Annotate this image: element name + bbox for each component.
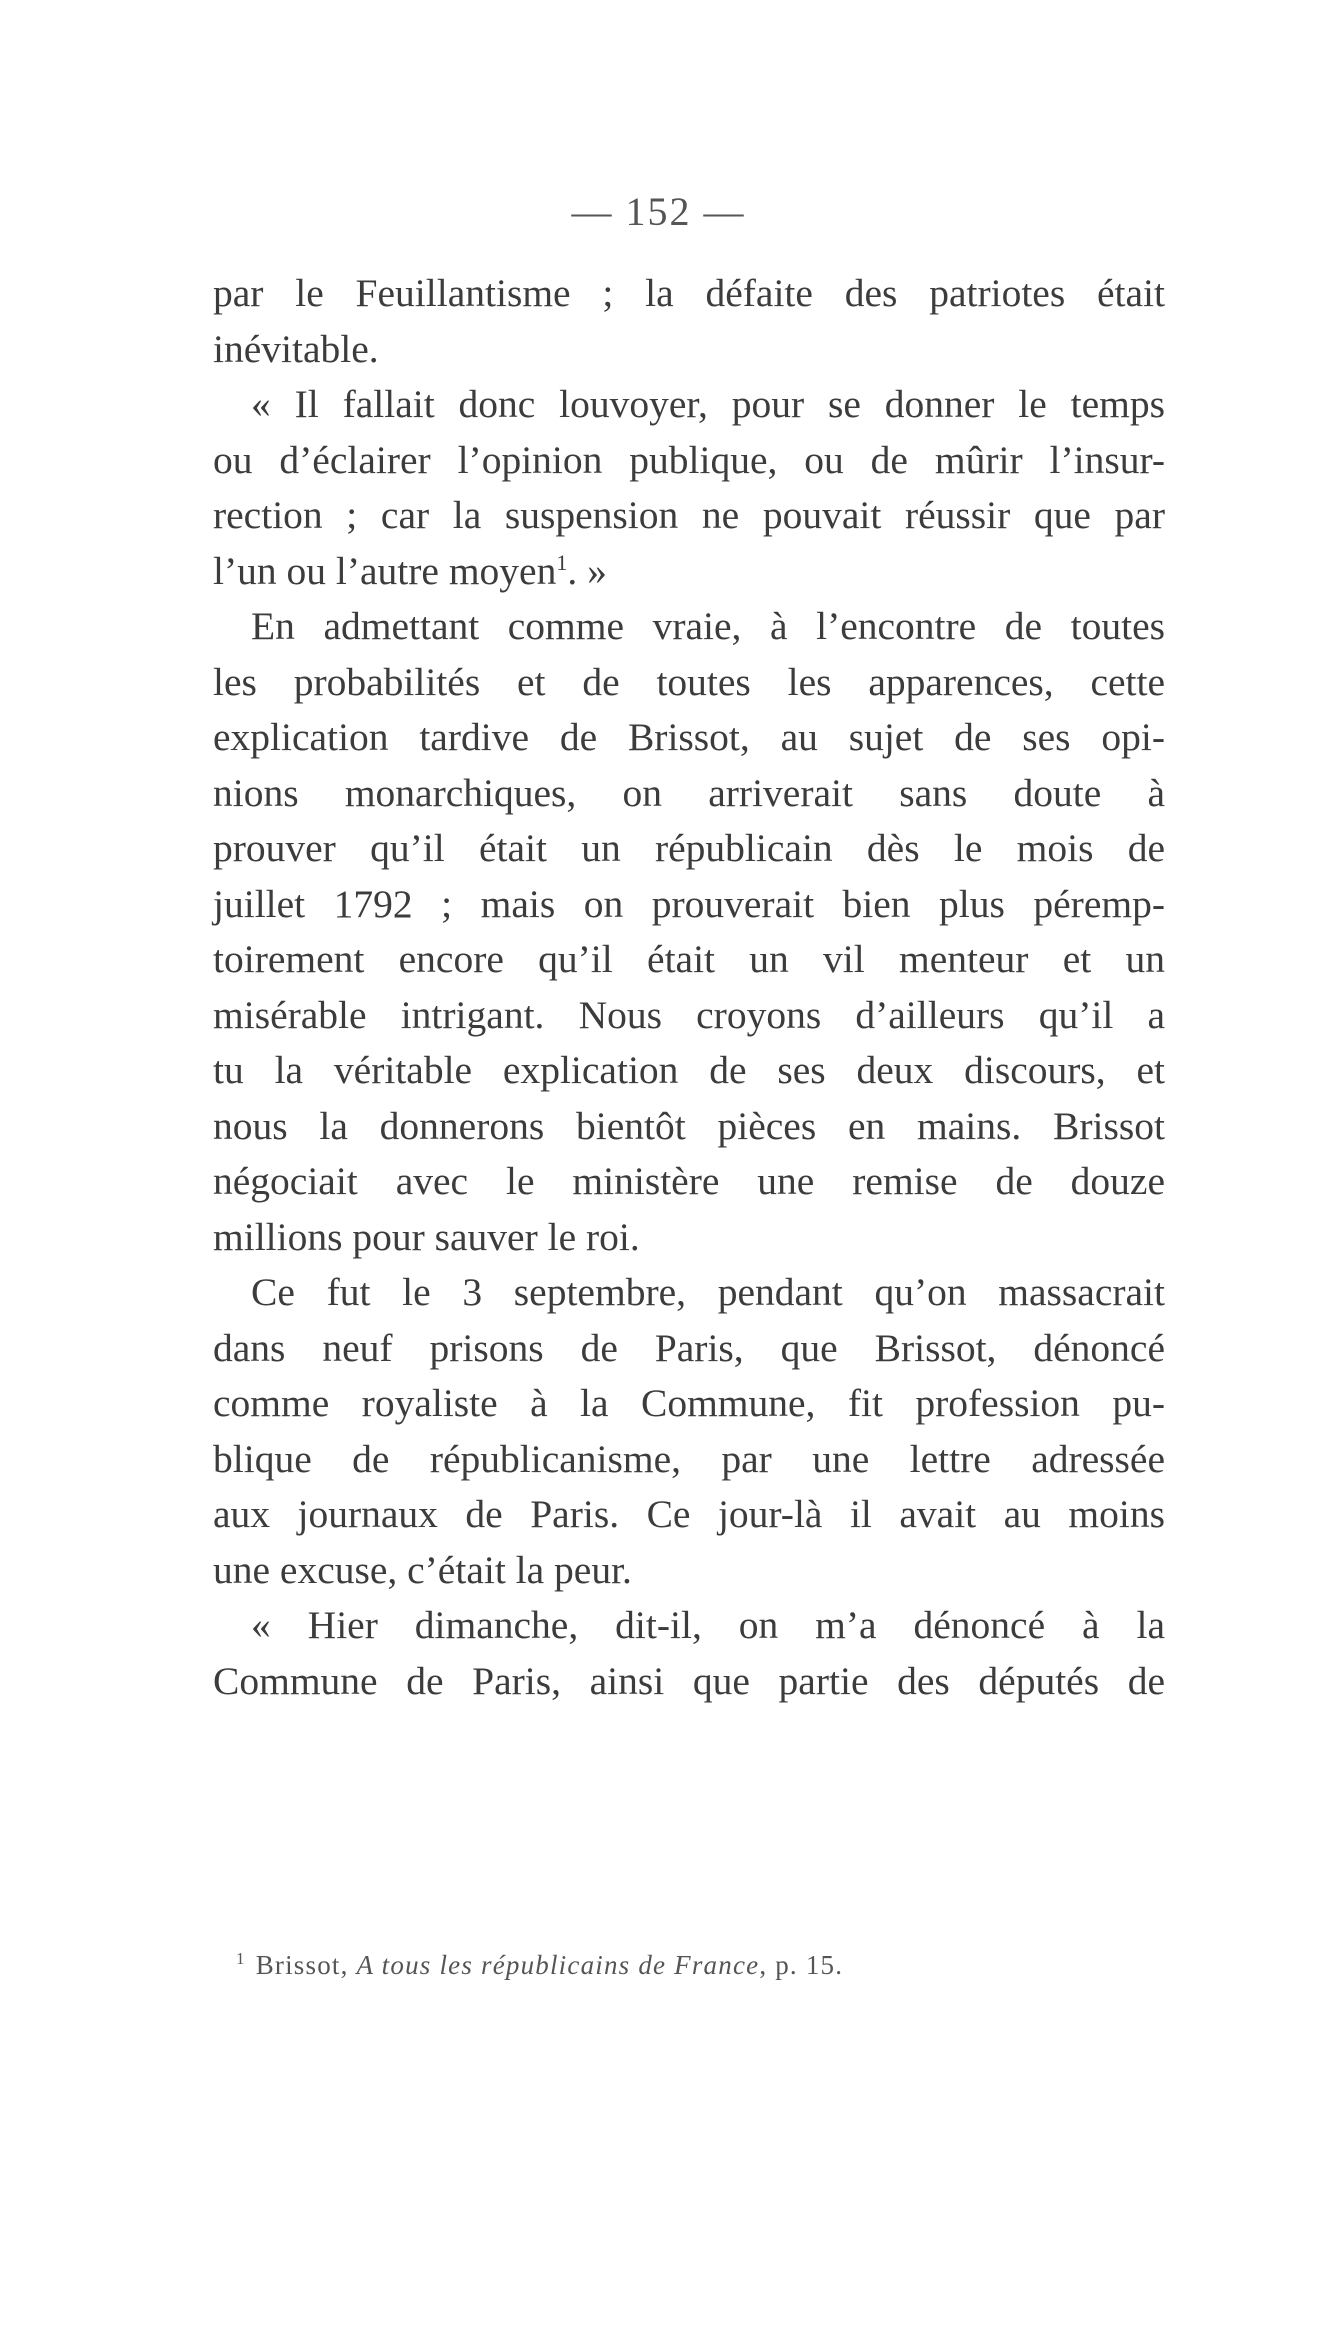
footnote-author: Brissot, <box>255 1950 349 1980</box>
text-line: En admettant comme vraie, à l’encontre de toutes <box>251 604 1165 648</box>
text-line: juillet 1792 ; mais on prouverait bien plus péremp- <box>213 881 1165 926</box>
text-line: tu la véritable explication de ses deux discours, et <box>213 1048 1165 1092</box>
footnote <box>236 1950 1136 1981</box>
text-line: aux journaux de Paris. Ce jour-là il avait au moins <box>213 1492 1165 1536</box>
text-line: toirement encore qu’il était un vil menteur et un <box>213 937 1165 981</box>
text-line: une excuse, c’était la peur. <box>213 1547 632 1592</box>
text-line: Commune de Paris, ainsi que partie des députés de <box>213 1658 1165 1703</box>
footnote-title: A tous les républicains de France <box>356 1950 760 1980</box>
page-number: — 152 — <box>571 189 746 234</box>
text-line: millions pour sauver le roi. <box>213 1214 640 1259</box>
footnote-marker: 1 <box>236 1949 246 1968</box>
text-line: les probabilités et de toutes les apparences, cette <box>213 659 1165 704</box>
text-line-tail: . » <box>567 548 607 593</box>
text-line: par le Feuillantisme ; la défaite des patriotes était <box>213 271 1165 315</box>
body-text <box>213 266 1165 1709</box>
text-line-with-note <box>213 544 1165 600</box>
text-line: nions monarchiques, on arriverait sans doute à <box>213 770 1165 815</box>
text-line: « Hier dimanche, dit-il, on m’a dénoncé à la <box>251 1603 1165 1647</box>
text-line-content: l’un ou l’autre moyen <box>213 548 557 593</box>
text-line: prouver qu’il était un républicain dès le mois de <box>213 826 1165 870</box>
text-line: inévitable. <box>213 326 379 371</box>
text-line: négociait avec le ministère une remise de douze <box>213 1159 1165 1203</box>
text-line: dans neuf prisons de Paris, que Brissot, dénoncé <box>213 1325 1165 1370</box>
text-line: ou d’éclairer l’opinion publique, ou de mûrir l’insur- <box>213 437 1165 482</box>
text-line: nous la donnerons bientôt pièces en mains. Brissot <box>213 1103 1165 1148</box>
text-line: rection ; car la suspension ne pouvait réussir que par <box>213 493 1165 537</box>
text-line: comme royaliste à la Commune, fit profession pu- <box>213 1381 1165 1425</box>
text-line: misérable intrigant. Nous croyons d’ailleurs qu’il a <box>213 992 1165 1037</box>
text-line: explication tardive de Brissot, au sujet de ses opi- <box>213 715 1165 759</box>
text-line: Ce fut le 3 septembre, pendant qu’on massacrait <box>251 1270 1165 1314</box>
footnote-reference: 1 <box>556 549 568 575</box>
text-line: « Il fallait donc louvoyer, pour se donner le temps <box>251 382 1165 426</box>
footnote-page: , p. 15. <box>759 1950 844 1980</box>
text-line: blique de républicanisme, par une lettre adressée <box>213 1436 1165 1481</box>
